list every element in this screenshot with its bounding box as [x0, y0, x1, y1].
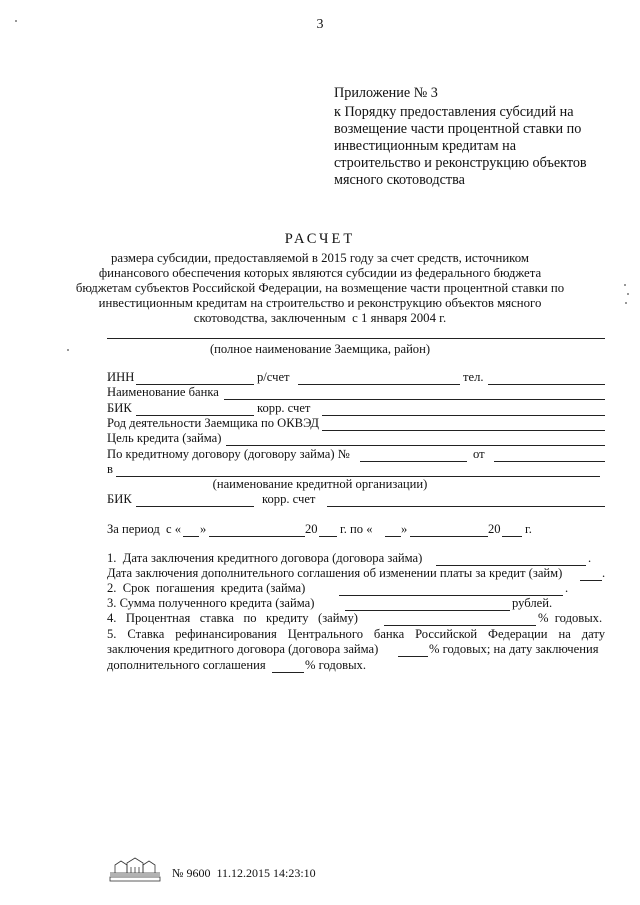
- appendix-line: строительство и реконструкцию объектов: [334, 155, 587, 171]
- contract-number-field[interactable]: [360, 461, 467, 462]
- in-label: в: [107, 462, 113, 476]
- account-label: р/счет: [257, 370, 290, 384]
- borrower-caption: (полное наименование Заемщика, район): [209, 342, 431, 356]
- period-from-month-field[interactable]: [209, 536, 305, 537]
- phone-label: тел.: [463, 370, 484, 384]
- bank-name-field[interactable]: [224, 399, 605, 400]
- item-1b-field[interactable]: [580, 580, 602, 581]
- borrower-name-line[interactable]: [107, 338, 605, 339]
- item-4-field[interactable]: [384, 625, 536, 626]
- item-4: 4. Процентная ставка по кредиту (займу): [107, 611, 358, 625]
- credit-purpose-field[interactable]: [226, 445, 605, 446]
- okved-field[interactable]: [322, 430, 605, 431]
- item-3-end: рублей.: [512, 596, 553, 610]
- contract-date-field[interactable]: [494, 461, 605, 462]
- item-1: 1. Дата заключения кредитного договора (договора займа): [107, 551, 423, 565]
- credit-purpose-label: Цель кредита (займа): [107, 431, 222, 445]
- credit-org-caption: (наименование кредитной организации): [212, 477, 428, 491]
- appendix-line: к Порядку предоставления субсидий на: [334, 104, 574, 120]
- registration-number: № 9600 11.12.2015 14:23:10: [172, 866, 316, 880]
- period-to-day-field[interactable]: [385, 536, 401, 537]
- item-3-field[interactable]: [345, 610, 510, 611]
- period-end: г.: [525, 522, 532, 536]
- corr-account2-label: корр. счет: [262, 492, 316, 506]
- item-2-end: .: [565, 581, 569, 595]
- scan-speck: [627, 293, 629, 295]
- period-from-year-field[interactable]: [319, 536, 337, 537]
- inn-label: ИНН: [107, 370, 135, 384]
- item-5-line-1: 5. Ставка рефинансирования Центрального банка Российской Федерации на дату: [107, 627, 605, 641]
- corr-account-field[interactable]: [322, 415, 605, 416]
- okved-label: Род деятельности Заемщика по ОКВЭД: [107, 416, 319, 430]
- appendix-line: мясного скотоводства: [334, 172, 465, 188]
- subtitle-line: инвестиционным кредитам на строительство и реконструкцию объектов мясного: [98, 296, 542, 310]
- scan-speck: [15, 20, 17, 22]
- item-5-line-2a: заключения кредитного договора (договора займа): [107, 642, 379, 656]
- period-to-month-field[interactable]: [410, 536, 488, 537]
- item-5-additional-field[interactable]: [272, 672, 304, 673]
- appendix-line: инвестиционным кредитам на: [334, 138, 517, 154]
- bik2-label: БИК: [107, 492, 132, 506]
- scan-speck: [625, 302, 627, 304]
- period-quote: »: [401, 522, 408, 536]
- item-2: 2. Срок погашения кредита (займа): [107, 581, 306, 595]
- corr-account2-field[interactable]: [327, 506, 605, 507]
- subtitle-line: размера субсидии, предоставляемой в 2015 году за счет средств, источником: [110, 251, 529, 265]
- period-year2-prefix: 20: [488, 522, 501, 536]
- subtitle-line: бюджетам субъектов Российской Федерации, на возмещение части процентной ставки по: [75, 281, 565, 295]
- period-from-day-field[interactable]: [183, 536, 199, 537]
- scan-speck: [624, 284, 626, 286]
- appendix-heading: Приложение № 3: [334, 85, 438, 101]
- bank-name-label: Наименование банка: [107, 385, 219, 399]
- appendix-line: возмещение части процентной ставки по: [334, 121, 582, 137]
- item-1-end: .: [588, 551, 592, 565]
- phone-field[interactable]: [488, 384, 605, 385]
- item-1b-end: .: [602, 566, 606, 580]
- item-5-refinancing-field[interactable]: [398, 656, 428, 657]
- page-number: 3: [316, 17, 324, 32]
- registry-stamp-icon: [107, 855, 163, 883]
- scan-speck: [67, 349, 69, 351]
- subtitle-line: скотоводства, заключенным с 1 января 2004 г.: [193, 311, 447, 325]
- bik2-field[interactable]: [136, 506, 254, 507]
- period-quote: »: [200, 522, 207, 536]
- period-year1-prefix: 20: [305, 522, 318, 536]
- period-by-label: г. по «: [340, 522, 373, 536]
- document-title: РАСЧЕТ: [284, 231, 356, 247]
- bik-label: БИК: [107, 401, 132, 415]
- account-field[interactable]: [298, 384, 460, 385]
- item-5-line-2b: % годовых; на дату заключения: [429, 642, 599, 656]
- item-5-line-3b: % годовых.: [305, 658, 366, 672]
- corr-account-label: корр. счет: [257, 401, 311, 415]
- contract-label: По кредитному договору (договору займа) №: [107, 447, 350, 461]
- item-3: 3. Сумма полученного кредита (займа): [107, 596, 315, 610]
- subtitle-line: финансового обеспечения которых являются субсидии из федерального бюджета: [98, 266, 542, 280]
- period-to-year-field[interactable]: [502, 536, 522, 537]
- item-1b: Дата заключения дополнительного соглашения об изменении платы за кредит (займ): [107, 566, 563, 580]
- item-5-line-3a: дополнительного соглашения: [107, 658, 266, 672]
- item-4-end: % годовых.: [538, 611, 603, 625]
- from-label: от: [473, 447, 485, 461]
- period-label: За период с «: [107, 522, 182, 536]
